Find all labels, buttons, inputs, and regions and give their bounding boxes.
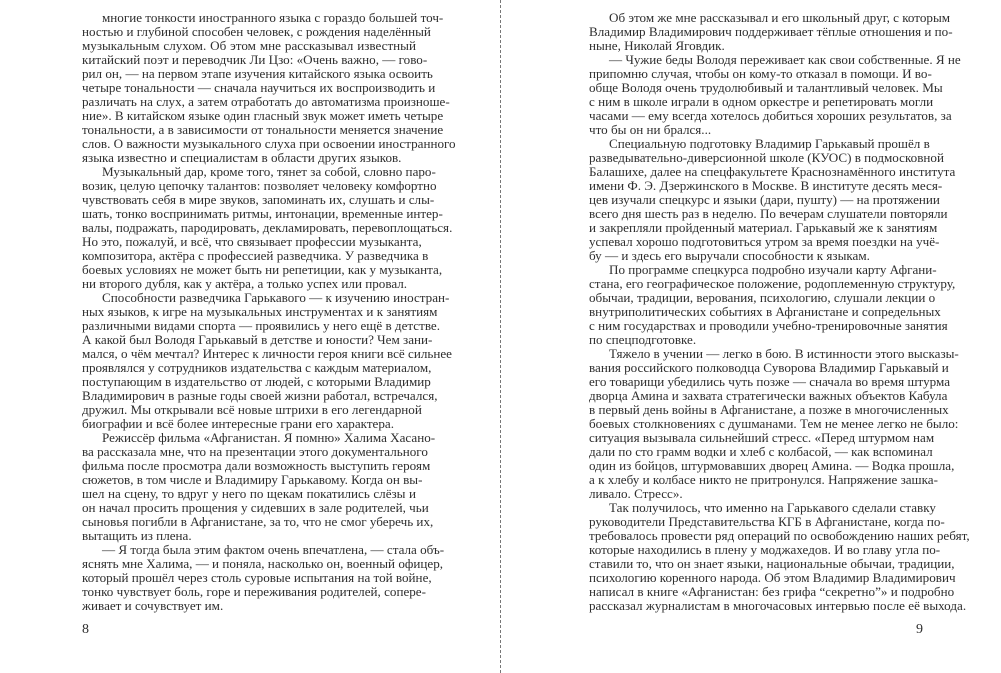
text-line: китайский поэт и переводчик Ли Цзо: «Очень важно, — гово- [82,52,428,67]
text-line: живает и сочувствует им. [82,598,224,613]
text-line: цев изучали спецкурс и языки (дари, пушту) — на протяжении [589,192,940,207]
text-line: Специальную подготовку Владимир Гарькавый прошёл в [609,136,930,151]
text-line: Балашихе, далее на спецфакультете Краснознамённого института [589,164,956,179]
text-line: различными видами спорта — проявились у него ещё в детстве. [82,318,441,333]
paragraph [82,542,445,613]
paragraph [82,430,436,543]
text-line: требовалось провести ряд операций по освобождению наших ребят, [589,528,970,543]
text-line: его товарищи убедились чуть позже — сначала во время штурма [589,374,951,389]
text-line: тонко чувствует боль, горе и переживания родителей, сопере- [82,584,426,599]
text-line: Так получилось, что именно на Гарькавого сделали ставку [609,500,936,515]
text-line: Тяжело в учении — легко в бою. В истинности этого высказы- [609,346,959,361]
text-line: ставили то, что он знает языки, национальные обычаи, традиции, [589,556,955,571]
text-line: руководители Представительства КГБ в Афганистане, когда по- [589,514,945,529]
text-line: Владимир Владимирович поддерживает тёплые отношения и по- [589,24,953,39]
text-line: боевых столкновениях с душманами. Тем не менее легко не было: [589,416,959,431]
text-line: по спецподготовке. [589,332,697,347]
page-number-left: 8 [82,622,89,637]
text-line: дружил. Мы открывали всё новые штрихи в его легендарной [82,402,422,417]
text-line: А какой был Володя Гарькавый в детстве и юности? Чем зани- [82,332,433,347]
text-line: в первый день войны в Афганистане, а позже в многочисленных [589,402,949,417]
text-line: Владимирович в разные годы своей жизни работал, встречался, [82,388,438,403]
text-line: дали по сто грамм водки и хлеб с колбасой, — как вспоминал [589,444,933,459]
text-line: ных языков, к игре на музыкальных инструментах и к занятиям [82,304,438,319]
text-line: рассказал журналистам в многочасовых интервью после её выхода. [589,598,967,613]
text-line: вытащить из плена. [82,528,192,543]
text-line: — Чужие беды Володя переживает как свои собственные. Я не [609,52,961,67]
text-line: ние». В китайском языке один гласный звук может иметь четыре [82,108,444,123]
text-line: внутриполитических событиях в Афганистане и сопредельных [589,304,941,319]
text-line: бу — и здесь его выручали способности к языкам. [589,248,870,263]
text-line: ва рассказала мне, что на презентации этого документального [82,444,428,459]
text-line: поступающим в издательство от людей, с которыми Владимир [82,374,431,389]
text-line: тональности, а в зависимости от тональности меняется значение [82,122,444,137]
paragraph [589,52,961,137]
text-line: По программе спецкурса подробно изучали карту Афгани- [609,262,937,277]
text-line: Об этом же мне рассказывал и его школьный друг, с которым [609,10,951,25]
text-line: и закрепляли пройденный материал. Гарькавый же к занятиям [589,220,938,235]
text-line: слов. О важности музыкального слуха при освоении иностранного [82,136,456,151]
text-line: сыновья погибли в Афганистане, за то, что не смог уберечь их, [82,514,434,529]
paragraph [82,164,453,291]
text-line: композитора, актёра с профессией разведчика. У разведчика в [82,248,429,263]
text-line: имени Ф. Э. Дзержинского в Москве. В институте десять меся- [589,178,943,193]
text-line: написал в книге «Афганистан: без грифа “секретно”» и подробно [589,584,955,599]
text-line: рил он, — на первом этапе изучения китайского языка освоить [82,66,433,81]
text-line: ностью и глубиной способен человек, с рождения наделённый [82,24,431,39]
text-line: вания российского полководца Суворова Владимир Гарькавый и [589,360,949,375]
text-line: с ним в школе играли в одном оркестре и репетировать могли [589,94,934,109]
text-line: которые находились в плену у моджахедов. И во главу угла по- [589,542,941,557]
text-line: шел на сцену, то вдруг у него по щекам покатились слёзы и [82,486,416,501]
text-line: — Я тогда была этим фактом очень впечатлена, — стала объ- [102,542,445,557]
text-line: языка известно и специалистам в области других языков. [82,150,402,165]
text-line: Музыкальный дар, кроме того, тянет за собой, словно паро- [102,164,436,179]
text-line: яснять мне Халима, — и поняла, насколько он, военный офицер, [82,556,444,571]
text-line: стана, его географическое положение, родоплеменную структуру, [589,276,956,291]
text-line: биографии и всё более интересные грани его характера. [82,416,394,431]
paragraph [82,10,456,165]
text-line: один из бойцов, штурмовавших дворец Амина. — Водка прошла, [589,458,955,473]
text-line: дворца Амина и захвата стратегически важных объектов Кабула [589,388,948,403]
text-line: фильма после просмотра дали возможность выступить героям [82,458,431,473]
text-line: психологию коренного народа. Об этом Владимир Владимирович [589,570,956,585]
left-page-text [82,10,456,613]
text-line: возик, целую цепочку талантов: позволяет человеку комфортно [82,178,437,193]
right-page-text [589,10,970,613]
paragraph [82,290,452,431]
text-line: проявлялся у сотрудников издательства с каждым материалом, [82,360,432,375]
text-line: успевал хорошо подготовиться утром за время поездки на учё- [589,234,940,249]
text-line: Режиссёр фильма «Афганистан. Я помню» Халима Хасано- [102,430,436,445]
paragraph [589,136,956,263]
text-line: различать на слух, а затем отработать до автоматизма произноше- [82,94,450,109]
text-line: Но это, пожалуй, и всё, что связывает профессии музыканта, [82,234,422,249]
text-line: чувствовать себя в мире звуков, запоминать их, слушать и слы- [82,192,435,207]
text-line: ни второго дубля, как у актёра, а только успех или провал. [82,276,408,291]
text-line: шать, тонко воспринимать ритмы, интонации, временные интер- [82,206,443,221]
paragraph [589,10,953,53]
text-line: всего дня шесть раз в неделю. По вечерам слушатели повторяли [589,206,948,221]
text-line: с ним государствах и проводили учебно-тренировочные занятия [589,318,948,333]
text-line: ливало. Стресс». [589,486,683,501]
text-line: обычаи, традиции, верования, психологию, слушали лекции о [589,290,936,305]
text-line: который прошёл через столь суровые испытания на той войне, [82,570,432,585]
paragraph [589,262,956,347]
page-divider [500,0,501,673]
text-line: боевых условиях не может быть ни репетиции, как у музыканта, [82,262,443,277]
text-line: припомню случая, чтобы он кому-то отказал в помощи. И во- [589,66,932,81]
text-line: многие тонкости иностранного языка с гораздо большей точ- [102,10,444,25]
text-line: Способности разведчика Гарькавого — к изучению иностран- [102,290,450,305]
text-line: он начал просить прощения у сидевших в зале родителей, чьи [82,500,429,515]
text-line: разведывательно-диверсионной школе (КУОС) в подмосковной [589,150,944,165]
text-line: а к хлебу и колбасе никто не притронулся. Напряжение зашка- [589,472,938,487]
text-line: валы, подражать, пародировать, декламировать, перевоплощаться. [82,220,453,235]
text-line: мался, о чём мечтал? Интерес к личности героя книги всё сильнее [82,346,452,361]
paragraph [589,500,970,613]
text-line: часами — ему всегда хотелось добиться хороших результатов, за [589,108,952,123]
text-line: сюжетов, в том числе и Владимиру Гарькавому. Когда он вы- [82,472,423,487]
text-line: ныне, Николай Яговдик. [589,38,725,53]
text-line: что бы он ни брался... [589,122,712,137]
page-number-right: 9 [916,622,923,637]
text-line: обще Володя очень трудолюбивый и талантливый человек. Мы [589,80,943,95]
text-line: ситуация вызывала сильнейший стресс. «Перед штурмом нам [589,430,935,445]
text-line: четыре тональности — сначала научиться их воспроизводить и [82,80,436,95]
text-line: музыкальным слухом. Об этом мне рассказывал известный [82,38,416,53]
paragraph [589,346,959,501]
